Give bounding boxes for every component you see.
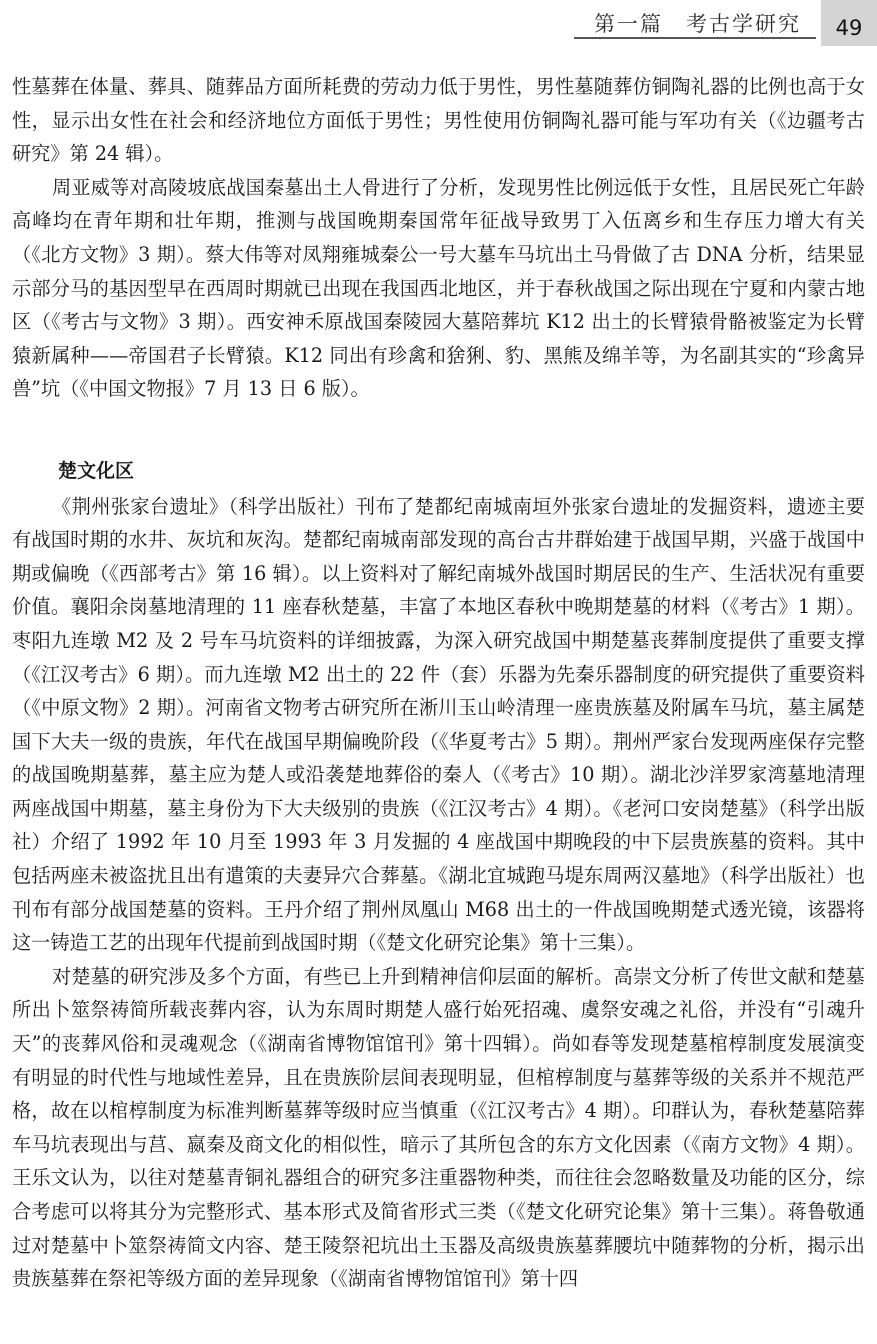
page-number-box: [821, 0, 877, 46]
paragraph-continued: 性墓葬在体量、葬具、随葬品方面所耗费的劳动力低于男性，男性墓随葬仿铜陶礼器的比例也高于女性，显示出女性在社会和经济地位方面低于男性；男性使用仿铜陶礼器可能与军功有关（《边疆考古研究》第 24 辑）。: [12, 75, 865, 166]
paragraph-chu-sites: 《荆州张家台遗址》（科学出版社）刊布了楚都纪南城南垣外张家台遗址的发掘资料，遗迹主要有战国时期的水井、灰坑和灰沟。楚都纪南城南部发现的高台古井群始建于战国早期，兴盛于战国中期或偏晚（《西部考古》第 16 辑）。以上资料对了解纪南城外战国时期居民的生产、生活状况有重要价值。襄阳余岗墓地清理的 11 座春秋楚墓，丰富了本地区春秋中晚期楚墓的材料（《考古》1 期）。枣阳九连墩 M2 及 2 号车马坑资料的详细披露，为深入研究战国中期楚墓丧葬制度提供了重要支撑（《江汉考古》6 期）。而九连墩 M2 出土的 22 件（套）乐器为先秦乐器制度的研究提供了重要资料（《中原文物》2 期）。河南省文物考古研究所在淅川玉山岭清理一座贵族墓及附属车马坑，墓主属楚国下大夫一级的贵族，年代在战国早期偏晚阶段（《华夏考古》5 期）。荆州严家台发现两座保存完整的战国晚期墓葬，墓主应为楚人或沿袭楚地葬俗的秦人（《考古》10 期）。湖北沙洋罗家湾墓地清理两座战国中期墓，墓主身份为下大夫级别的贵族（《江汉考古》4 期）。《老河口安岗楚墓》（科学出版社）介绍了 1992 年 10 月至 1993 年 3 月发掘的 4 座战国中期晚段的中下层贵族墓的资料。其中包括两座未被盗扰且出有遣策的夫妻异穴合葬墓。《湖北宜城跑马堤东周两汉墓地》（科学出版社）也刊布有部分战国楚墓的资料。王丹介绍了荆州凤凰山 M68 出土的一件战国晚期楚式透光镜，该器将这一铸造工艺的出现年代提前到战国时期（《楚文化研究论集》第十三集）。: [12, 494, 865, 955]
page-number: 49: [835, 16, 863, 40]
header-rule: [574, 37, 816, 39]
paragraph-chu-tomb-research: 对楚墓的研究涉及多个方面，有些已上升到精神信仰层面的解析。高崇文分析了传世文献和楚墓所出卜筮祭祷简所载丧葬内容，认为东周时期楚人盛行始死招魂、虞祭安魂之礼俗，并没有“引魂升天”的丧葬风俗和灵魂观念（《湖南省博物馆馆刊》第十四辑）。尚如春等发现楚墓棺椁制度发展演变有明显的时代性与地域性差异，且在贵族阶层间表现明显，但棺椁制度与墓葬等级的关系并不规范严格，故在以棺椁制度为标准判断墓葬等级时应当慎重（《江汉考古》4 期）。印群认为，春秋楚墓陪葬车马坑表现出与莒、嬴秦及商文化的相似性，暗示了其所包含的东方文化因素（《南方文物》4 期）。王乐文认为，以往对楚墓青铜礼器组合的研究多注重器物种类，而往往会忽略数量及功能的区分，综合考虑可以将其分为完整形式、基本形式及简省形式三类（《楚文化研究论集》第十三集）。蒋鲁敬通过对楚墓中卜筮祭祷简文内容、楚王陵祭祀坑出土玉器及高级贵族墓葬腰坑中随葬物的分析，揭示出贵族墓葬在祭祀等级方面的差异现象（《湖南省博物馆馆刊》第十四: [12, 964, 865, 1291]
paragraph-qin-skeletal-analysis: 周亚威等对高陵坡底战国秦墓出土人骨进行了分析，发现男性比例远低于女性，且居民死亡年龄高峰均在青年期和壮年期，推测与战国晚期秦国常年征战导致男丁入伍离乡和生存压力增大有关（《北方文物》3 期）。蔡大伟等对凤翔雍城秦公一号大墓车马坑出土马骨做了古 DNA 分析，结果显示部分马的基因型早在西周时期就已出现在我国西北地区，并于春秋战国之际出现在宁夏和内蒙古地区（《考古与文物》3 期）。西安神禾原战国秦陵园大墓陪葬坑 K12 出土的长臂猿骨骼被鉴定为长臂猿新属种——帝国君子长臂猿。K12 同出有珍禽和猞猁、豹、黑熊及绵羊等，为名副其实的“珍禽异兽”坑（《中国文物报》7 月 13 日 6 版）。: [12, 175, 865, 401]
body-text: [12, 70, 865, 1296]
section-heading-chu-culture: 楚文化区: [58, 459, 135, 482]
running-header-title: 第一篇 考古学研究: [594, 12, 801, 36]
page-header: [0, 0, 877, 48]
